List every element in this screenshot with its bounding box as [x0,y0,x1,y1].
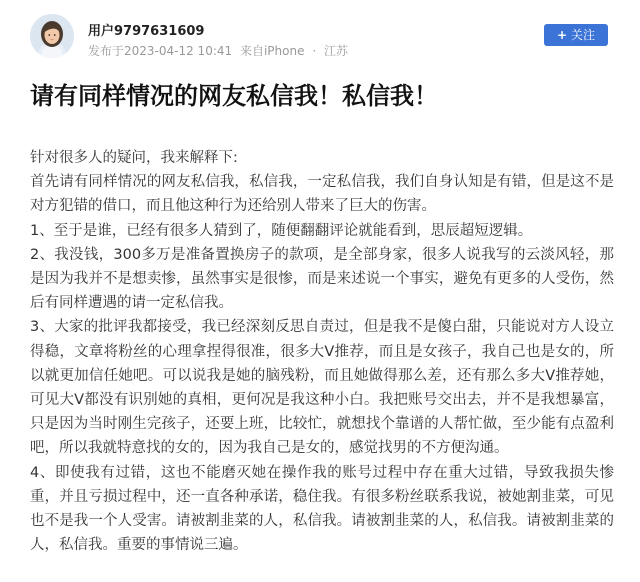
post-location: 江苏 [323,44,348,58]
post-body [30,146,614,557]
meta-separator: · [312,44,317,58]
post-title: 请有同样情况的网友私信我！私信我！ [30,82,438,110]
follow-button-label: 关注 [571,28,596,42]
post-header [30,14,610,62]
post-source: 来自iPhone [239,44,305,58]
avatar-illustration-icon [30,14,74,58]
publish-time: 发布于2023-04-12 10:41 [88,44,233,58]
post-meta [88,42,352,59]
post-paragraph: 2、我没钱，300多万是准备置换房子的款项，是全部身家，很多人说我写的云淡风轻，那是因为我并不是想卖惨，虽然事实是很惨，而是来述说一个事实，避免有更多的人受伤，然后有同样遭遇的请一定私信我。 [30,246,614,312]
username[interactable]: 用户9797631609 [88,24,205,39]
post-paragraph: 首先请有同样情况的网友私信我，私信我，一定私信我，我们自身认知是有错，但是这不是对方犯错的借口，而且他这种行为还给别人带来了巨大的伤害。 [30,174,614,215]
plus-icon: + [556,28,568,42]
post-paragraph: 3、大家的批评我都接受，我已经深刻反思自责过，但是我不是傻白甜，只能说对方人设立得稳，文章将粉丝的心理拿捏得很准，很多大V推荐，而且是女孩子，我自己也是女的，所以就更加信任她吧。可以说我是她的脑残粉，而且她做得那么差，还有那么多大V推荐她，可见大V都没有识别她的真相，更何况是我这种小白。我把账号交出去，并不是我想暴富，只是因为当时刚生完孩子，还要上班，比较忙，就想找个靠谱的人帮忙做，至少能有点盈利吧，所以我就特意找的女的，因为我自己是女的，感觉找男的不方便沟通。 [30,319,614,457]
post-paragraph: 针对很多人的疑问，我来解释下: [30,150,238,166]
post-paragraph: 4、即使我有过错，这也不能磨灭她在操作我的账号过程中存在重大过错，导致我损失惨重，并且亏损过程中，还一直各种承诺，稳住我。有很多粉丝联系我说，被她割韭菜，可见也不是我一个人受害。请被割韭菜的人，私信我。请被割韭菜的人，私信我。请被割韭菜的人，私信我。重要的事情说三遍。 [30,464,614,554]
avatar[interactable] [30,14,74,58]
post-paragraph: 1、至于是谁，已经有很多人猜到了，随便翻翻评论就能看到，思辰超短逻辑。 [30,222,533,239]
follow-button[interactable] [544,24,608,46]
